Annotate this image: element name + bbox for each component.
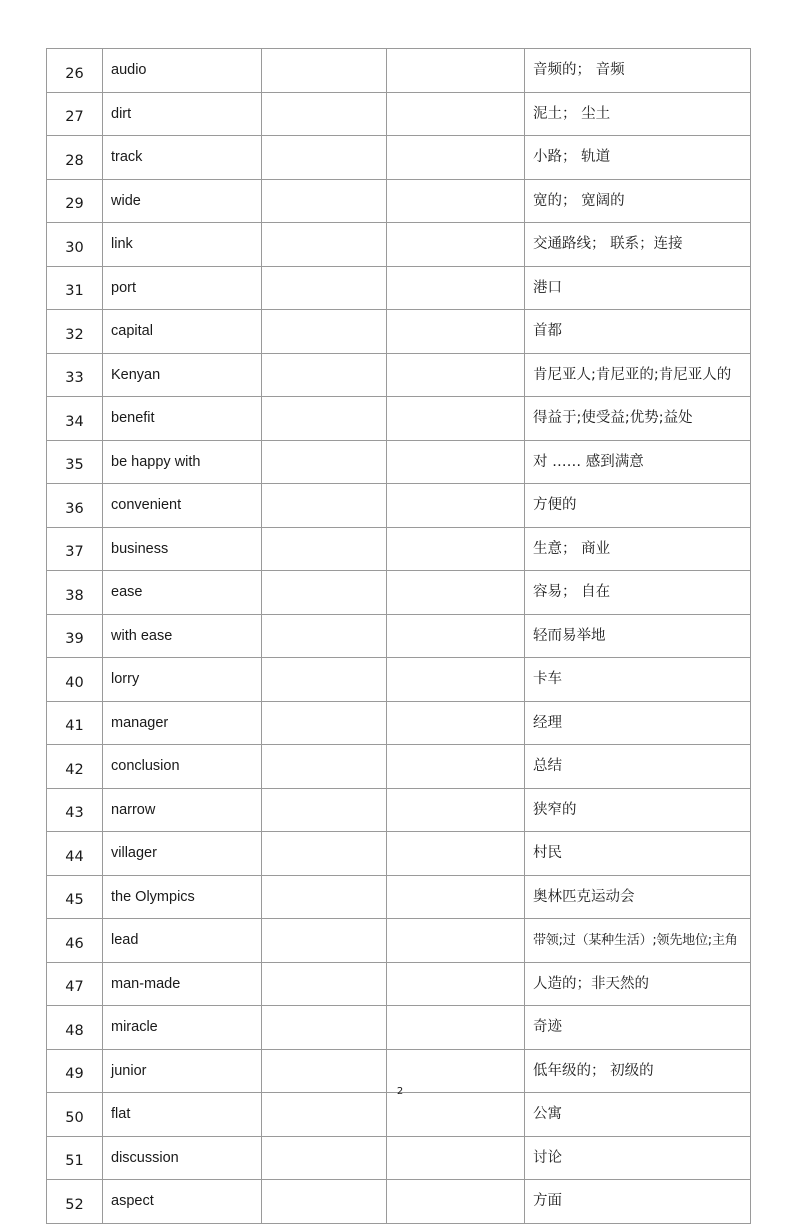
row-number: 33 <box>47 353 103 397</box>
blank-cell <box>262 1180 387 1224</box>
table-row <box>47 49 751 93</box>
table-row <box>47 223 751 267</box>
blank-cell <box>262 614 387 658</box>
blank-cell <box>262 136 387 180</box>
english-word: convenient <box>103 484 262 528</box>
row-number: 35 <box>47 440 103 484</box>
english-word: with ease <box>103 614 262 658</box>
table-row <box>47 962 751 1006</box>
blank-cell <box>387 614 525 658</box>
blank-cell <box>387 962 525 1006</box>
row-number: 36 <box>47 484 103 528</box>
chinese-meaning: 泥土； 尘土 <box>525 92 751 136</box>
english-word: villager <box>103 832 262 876</box>
row-number: 29 <box>47 179 103 223</box>
english-word: port <box>103 266 262 310</box>
chinese-meaning: 低年级的； 初级的 <box>525 1049 751 1093</box>
row-number: 27 <box>47 92 103 136</box>
row-number: 44 <box>47 832 103 876</box>
blank-cell <box>387 49 525 93</box>
blank-cell <box>387 571 525 615</box>
blank-cell <box>387 310 525 354</box>
english-word: dirt <box>103 92 262 136</box>
chinese-meaning: 讨论 <box>525 1136 751 1180</box>
row-number: 40 <box>47 658 103 702</box>
table-row <box>47 658 751 702</box>
page-number: 2 <box>396 1086 404 1097</box>
row-number: 28 <box>47 136 103 180</box>
english-word: flat <box>103 1093 262 1137</box>
blank-cell <box>387 92 525 136</box>
english-word: be happy with <box>103 440 262 484</box>
blank-cell <box>262 397 387 441</box>
english-word: ease <box>103 571 262 615</box>
table-row <box>47 136 751 180</box>
table-row <box>47 745 751 789</box>
english-word: the Olympics <box>103 875 262 919</box>
blank-cell <box>262 179 387 223</box>
table-row <box>47 484 751 528</box>
chinese-meaning: 方面 <box>525 1180 751 1224</box>
blank-cell <box>387 832 525 876</box>
blank-cell <box>262 745 387 789</box>
blank-cell <box>387 440 525 484</box>
blank-cell <box>387 353 525 397</box>
blank-cell <box>262 832 387 876</box>
row-number: 31 <box>47 266 103 310</box>
blank-cell <box>387 136 525 180</box>
blank-cell <box>387 658 525 702</box>
chinese-meaning: 奇迹 <box>525 1006 751 1050</box>
chinese-meaning: 音频的； 音频 <box>525 49 751 93</box>
vocabulary-table <box>46 48 751 1224</box>
blank-cell <box>262 266 387 310</box>
blank-cell <box>262 353 387 397</box>
chinese-meaning: 容易； 自在 <box>525 571 751 615</box>
table-row <box>47 179 751 223</box>
chinese-meaning: 狭窄的 <box>525 788 751 832</box>
chinese-meaning: 得益于;使受益;优势;益处 <box>525 397 751 441</box>
english-word: link <box>103 223 262 267</box>
blank-cell <box>262 919 387 963</box>
row-number: 30 <box>47 223 103 267</box>
blank-cell <box>262 701 387 745</box>
row-number: 39 <box>47 614 103 658</box>
row-number: 38 <box>47 571 103 615</box>
row-number: 48 <box>47 1006 103 1050</box>
blank-cell <box>387 266 525 310</box>
blank-cell <box>387 223 525 267</box>
english-word: manager <box>103 701 262 745</box>
english-word: business <box>103 527 262 571</box>
english-word: junior <box>103 1049 262 1093</box>
english-word: aspect <box>103 1180 262 1224</box>
chinese-meaning: 人造的；非天然的 <box>525 962 751 1006</box>
row-number: 52 <box>47 1180 103 1224</box>
blank-cell <box>262 571 387 615</box>
table-row <box>47 440 751 484</box>
chinese-meaning: 交通路线； 联系；连接 <box>525 223 751 267</box>
table-row <box>47 266 751 310</box>
chinese-meaning: 轻而易举地 <box>525 614 751 658</box>
chinese-meaning: 经理 <box>525 701 751 745</box>
chinese-meaning: 小路； 轨道 <box>525 136 751 180</box>
blank-cell <box>262 1093 387 1137</box>
english-word: conclusion <box>103 745 262 789</box>
table-row <box>47 788 751 832</box>
english-word: benefit <box>103 397 262 441</box>
english-word: lead <box>103 919 262 963</box>
row-number: 42 <box>47 745 103 789</box>
chinese-meaning: 总结 <box>525 745 751 789</box>
blank-cell <box>262 92 387 136</box>
blank-cell <box>262 440 387 484</box>
blank-cell <box>262 527 387 571</box>
table-row <box>47 310 751 354</box>
chinese-meaning: 肯尼亚人;肯尼亚的;肯尼亚人的 <box>525 353 751 397</box>
blank-cell <box>262 658 387 702</box>
row-number: 45 <box>47 875 103 919</box>
chinese-meaning: 方便的 <box>525 484 751 528</box>
table-row <box>47 1136 751 1180</box>
blank-cell <box>387 1180 525 1224</box>
blank-cell <box>262 1136 387 1180</box>
english-word: wide <box>103 179 262 223</box>
row-number: 49 <box>47 1049 103 1093</box>
table-row <box>47 397 751 441</box>
table-row <box>47 875 751 919</box>
english-word: capital <box>103 310 262 354</box>
chinese-meaning: 公寓 <box>525 1093 751 1137</box>
row-number: 51 <box>47 1136 103 1180</box>
table-row <box>47 701 751 745</box>
row-number: 43 <box>47 788 103 832</box>
table-row <box>47 614 751 658</box>
table-row <box>47 353 751 397</box>
table-row <box>47 527 751 571</box>
english-word: man-made <box>103 962 262 1006</box>
blank-cell <box>387 484 525 528</box>
english-word: audio <box>103 49 262 93</box>
row-number: 47 <box>47 962 103 1006</box>
chinese-meaning: 首都 <box>525 310 751 354</box>
blank-cell <box>387 1006 525 1050</box>
row-number: 26 <box>47 49 103 93</box>
row-number: 37 <box>47 527 103 571</box>
blank-cell <box>262 310 387 354</box>
blank-cell <box>387 397 525 441</box>
blank-cell <box>262 223 387 267</box>
table-row <box>47 92 751 136</box>
blank-cell <box>262 1006 387 1050</box>
blank-cell <box>387 919 525 963</box>
row-number: 41 <box>47 701 103 745</box>
blank-cell <box>262 788 387 832</box>
blank-cell <box>262 962 387 1006</box>
table-row <box>47 1006 751 1050</box>
table-row <box>47 1180 751 1224</box>
blank-cell <box>387 701 525 745</box>
row-number: 34 <box>47 397 103 441</box>
english-word: lorry <box>103 658 262 702</box>
table-row <box>47 1093 751 1137</box>
row-number: 50 <box>47 1093 103 1137</box>
blank-cell <box>262 875 387 919</box>
table-row <box>47 571 751 615</box>
blank-cell <box>262 484 387 528</box>
blank-cell <box>387 745 525 789</box>
chinese-meaning: 卡车 <box>525 658 751 702</box>
chinese-meaning: 奥林匹克运动会 <box>525 875 751 919</box>
vocabulary-table-body <box>47 49 751 1224</box>
blank-cell <box>262 49 387 93</box>
chinese-meaning: 港口 <box>525 266 751 310</box>
row-number: 32 <box>47 310 103 354</box>
english-word: miracle <box>103 1006 262 1050</box>
english-word: narrow <box>103 788 262 832</box>
chinese-meaning: 村民 <box>525 832 751 876</box>
blank-cell <box>387 1093 525 1137</box>
chinese-meaning: 带领;过（某种生活）;领先地位;主角 <box>525 919 751 963</box>
table-row <box>47 919 751 963</box>
blank-cell <box>387 527 525 571</box>
chinese-meaning: 宽的； 宽阔的 <box>525 179 751 223</box>
chinese-meaning: 生意； 商业 <box>525 527 751 571</box>
english-word: Kenyan <box>103 353 262 397</box>
table-row <box>47 832 751 876</box>
row-number: 46 <box>47 919 103 963</box>
blank-cell <box>387 1136 525 1180</box>
english-word: discussion <box>103 1136 262 1180</box>
blank-cell <box>387 788 525 832</box>
english-word: track <box>103 136 262 180</box>
blank-cell <box>387 179 525 223</box>
blank-cell <box>387 875 525 919</box>
chinese-meaning: 对 …… 感到满意 <box>525 440 751 484</box>
